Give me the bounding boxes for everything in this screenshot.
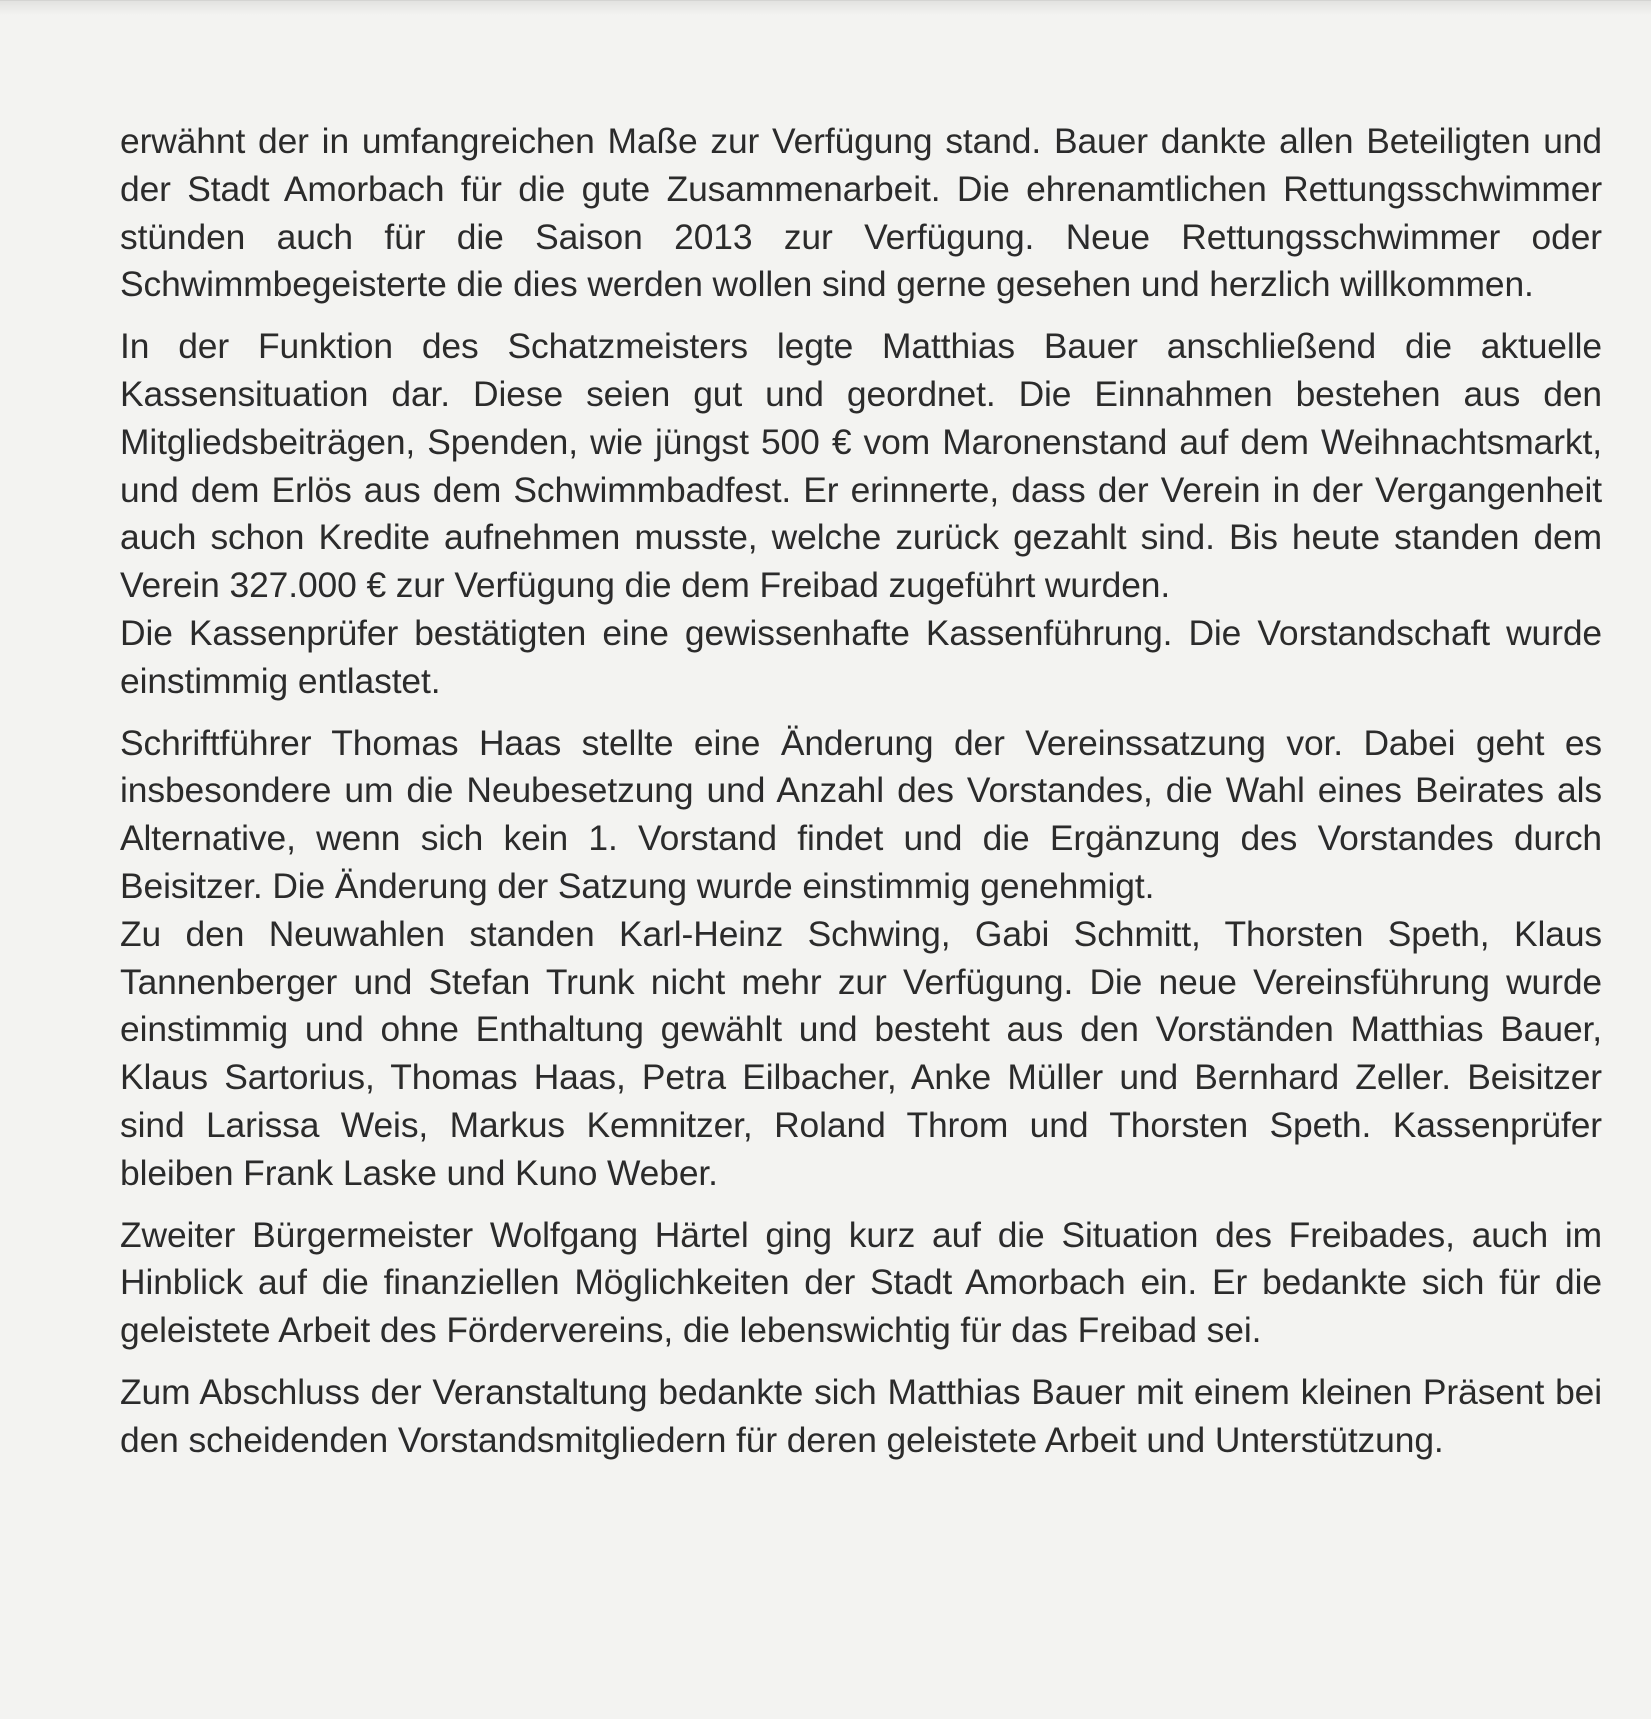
- paragraph-kassenpruefer: Die Kassenprüfer bestätigten eine gewissenhafte Kassenführung. Die Vorstandschaft wurde einstimmig entlastet.: [120, 612, 1602, 701]
- paragraph-rettungsschwimmer: erwähnt der in umfangreichen Maße zur Verfügung stand. Bauer dankte allen Beteiligten und der Stadt Amorbach für die gute Zusammenarbeit. Die ehrenamtlichen Rettungsschwimmer stünden auch für die Saison 2013 zur Verfügung. Neue Rettungsschwimmer oder Schwimmbegeisterte die dies werden wollen sind gerne gesehen und herzlich willkommen.: [120, 121, 1602, 305]
- article-body: [120, 118, 1602, 1465]
- paragraph-satzung: Schriftführer Thomas Haas stellte eine Änderung der Vereinssatzung vor. Dabei geht es insbesondere um die Neubesetzung und Anzahl des Vorstandes, die Wahl eines Beirates als Alternative, wenn sich kein 1. Vorstand findet und die Ergänzung des Vorstandes durch Beisitzer. Die Änderung der Satzung wurde einstimmig genehmigt.: [120, 722, 1602, 906]
- paragraph-buergermeister: Zweiter Bürgermeister Wolfgang Härtel ging kurz auf die Situation des Freibades, auch im Hinblick auf die finanziellen Möglichkeiten der Stadt Amorbach ein. Er bedankte sich für die geleistete Arbeit des Fördervereins, die lebenswichtig für das Freibad sei.: [120, 1214, 1602, 1351]
- paragraph-neuwahlen: Zu den Neuwahlen standen Karl-Heinz Schwing, Gabi Schmitt, Thorsten Speth, Klaus Tannenberger und Stefan Trunk nicht mehr zur Verfügung. Die neue Vereinsführung wurde einstimmig und ohne Enthaltung gewählt und besteht aus den Vorständen Matthias Bauer, Klaus Sartorius, Thomas Haas, Petra Eilbacher, Anke Müller und Bernhard Zeller. Beisitzer sind Larissa Weis, Markus Kemnitzer, Roland Throm und Thorsten Speth. Kassenprüfer bleiben Frank Laske und Kuno Weber.: [120, 913, 1602, 1193]
- paragraph-abschluss: Zum Abschluss der Veranstaltung bedankte sich Matthias Bauer mit einem kleinen Präsent bei den scheidenden Vorstandsmitgliedern für deren geleistete Arbeit und Unterstützung.: [120, 1371, 1602, 1460]
- scan-top-edge: [0, 0, 1651, 15]
- paragraph-schatzmeister: In der Funktion des Schatzmeisters legte Matthias Bauer anschließend die aktuelle Kassensituation dar. Diese seien gut und geordnet. Die Einnahmen bestehen aus den Mitgliedsbeiträgen, Spenden, wie jüngst 500 € vom Maronenstand auf dem Weihnachtsmarkt, und dem Erlös aus dem Schwimmbadfest. Er erinnerte, dass der Verein in der Vergangenheit auch schon Kredite aufnehmen musste, welche zurück gezahlt sind. Bis heute standen dem Verein 327.000 € zur Verfügung die dem Freibad zugeführt wurden.: [120, 326, 1602, 606]
